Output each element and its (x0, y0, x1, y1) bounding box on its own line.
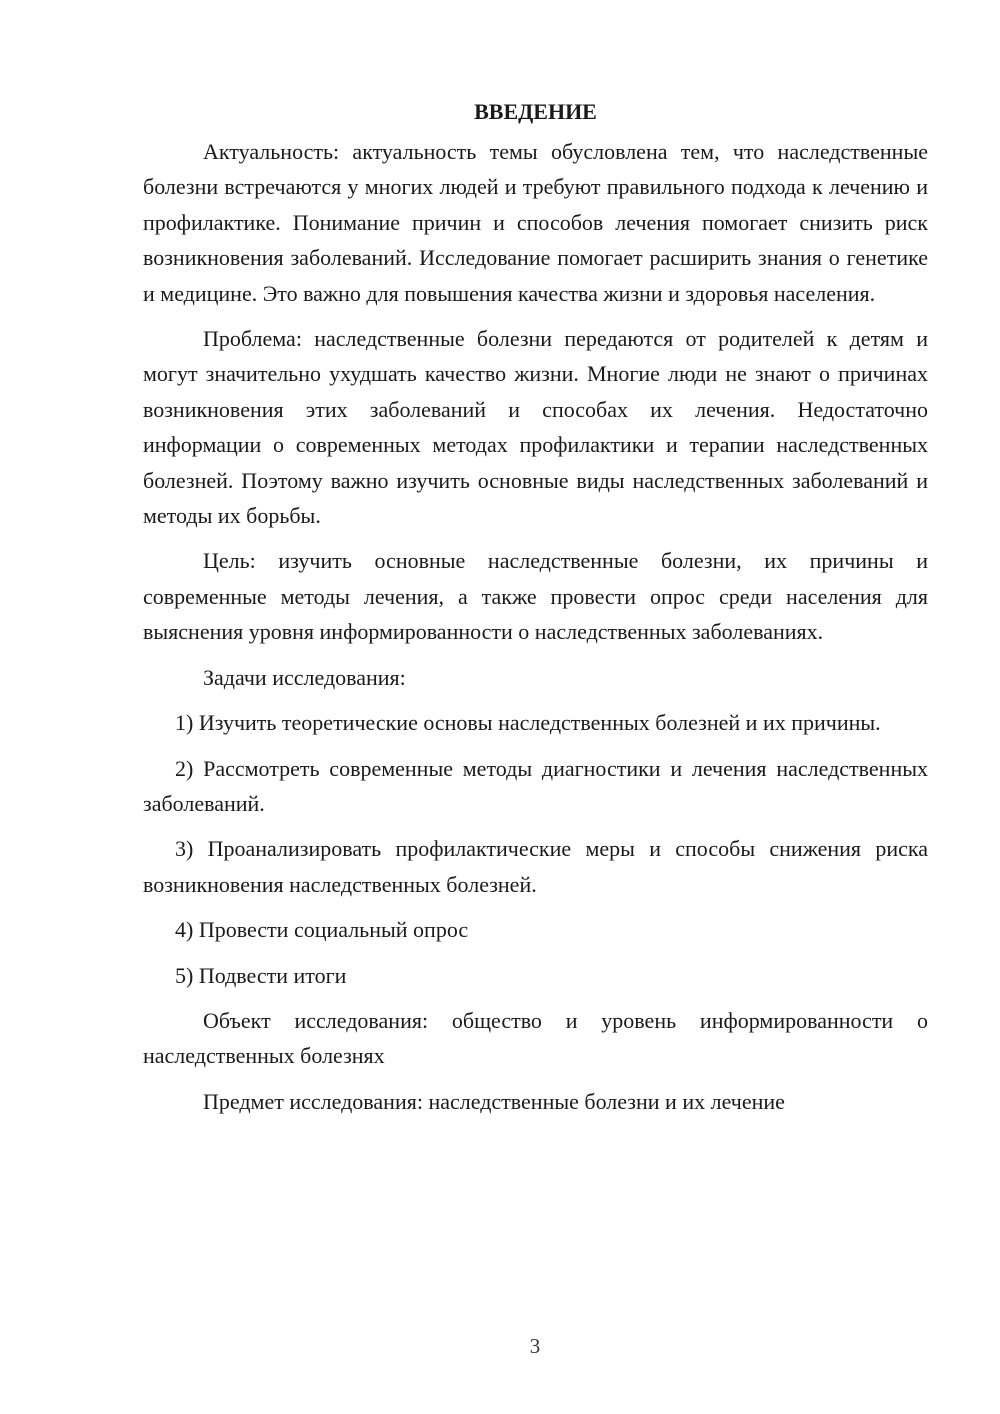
paragraph-relevance: Актуальность: актуальность темы обусловлена тем, что наследственные болезни встречаются у многих людей и требуют правильного подхода к лечению и профилактике. Понимание причин и способов лечения помогает снизить риск возникновения заболеваний. Исследование помогает расширить знания о генетике и медицине. Это важно для повышения качества жизни и здоровья населения. (143, 139, 928, 306)
paragraph-subject: Предмет исследования: наследственные болезни и их лечение (203, 1088, 785, 1114)
task-item-4: 4) Провести социальный опрос (175, 917, 469, 943)
task-item-2: 2) Рассмотреть современные методы диагностики и лечения наследственных заболеваний. (143, 755, 928, 816)
task-item-1: 1) Изучить теоретические основы наследственных болезней и их причины. (175, 710, 881, 736)
page-number: 3 (529, 1334, 541, 1358)
paragraph-problem: Проблема: наследственные болезни передаются от родителей к детям и могут значительно ухудшать качество жизни. Многие люди не знают о причинах возникновения этих заболеваний и способах их лечения. Недостаточно информации о современных методах профилактики и терапии наследственных болезней. Поэтому важно изучить основные виды наследственных заболеваний и методы их борьбы. (143, 326, 928, 529)
paragraph-object: Объект исследования: общество и уровень информированности о наследственных болезнях (143, 1007, 928, 1069)
task-item-5: 5) Подвести итоги (175, 962, 347, 988)
page-heading: ВВЕДЕНИЕ (474, 99, 597, 124)
paragraph-goal: Цель: изучить основные наследственные болезни, их причины и современные методы лечения, а также провести опрос среди населения для выяснения уровня информированности о наследственных заболеваниях. (143, 548, 928, 645)
tasks-title: Задачи исследования: (203, 664, 406, 690)
task-item-3: 3) Проанализировать профилактические меры и способы снижения риска возникновения наследственных болезней. (143, 836, 928, 897)
page-content (143, 94, 928, 1119)
